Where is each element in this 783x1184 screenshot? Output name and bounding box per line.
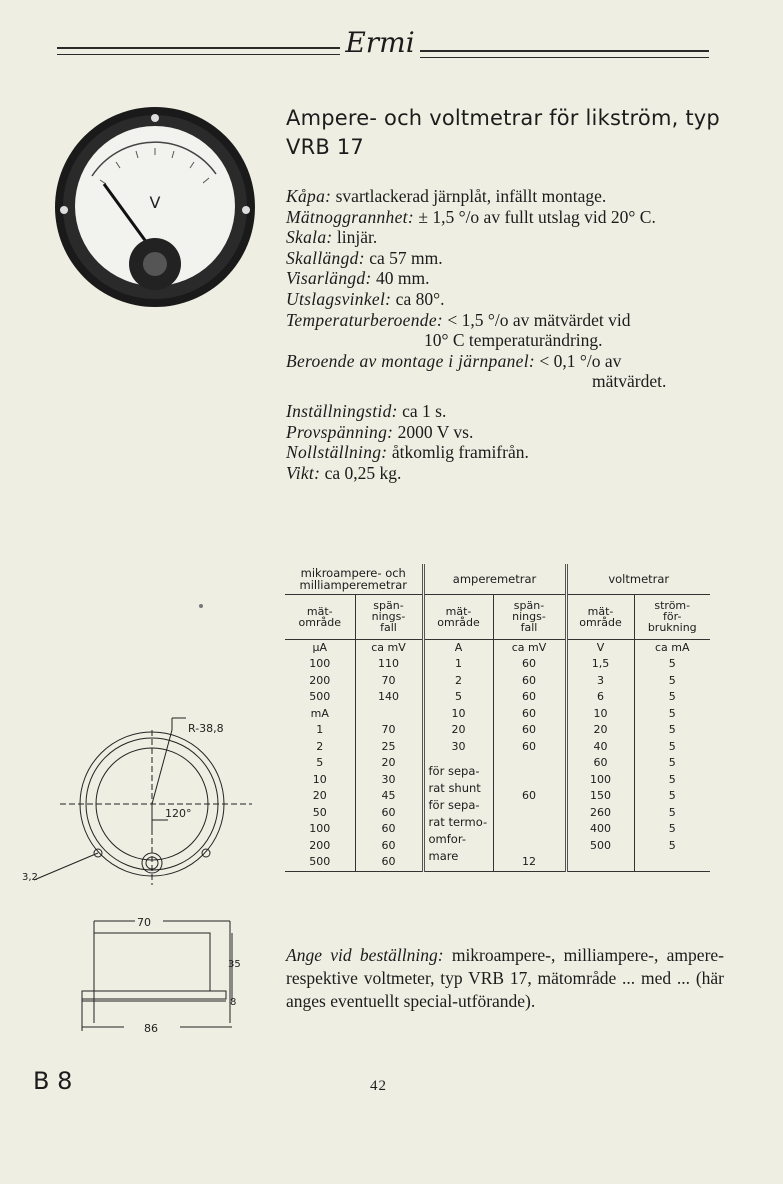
spec-row: Inställningstid: ca 1 s. bbox=[286, 400, 447, 421]
header-rule-left-2 bbox=[57, 54, 340, 55]
spec-row: Skala: linjär. bbox=[286, 227, 378, 248]
table-row: 1 70 20 60 20 5 bbox=[285, 722, 710, 739]
table-row: mA 10 60 10 5 bbox=[285, 706, 710, 723]
table-row: 500 60 12 bbox=[285, 854, 710, 871]
table-row: 5 20 för sepa- rat shunt för sepa- rat termo- omfor- mare 60 5 bbox=[285, 755, 710, 772]
unit-cell: ca mV bbox=[371, 640, 406, 654]
radius-label: R-38,8 bbox=[188, 722, 224, 735]
spec-row: Skallängd: ca 57 mm. bbox=[286, 247, 443, 268]
group-header-ampere: amperemetrar bbox=[423, 564, 566, 594]
spec-row: Kåpa: svartlackerad järnplåt, infällt montage. bbox=[286, 186, 607, 206]
print-dot bbox=[199, 604, 203, 608]
order-instructions bbox=[286, 944, 724, 1013]
group-header-micro: mikroampere- och milliamperemetrar bbox=[299, 565, 407, 592]
spec-list bbox=[286, 186, 726, 483]
spec-row: Beroende av montage i järnpanel: < 0,1 °/o av bbox=[286, 350, 622, 371]
unit-cell: A bbox=[423, 639, 493, 656]
table-row: 50 60 260 5 bbox=[285, 805, 710, 822]
dial-label: V bbox=[149, 193, 161, 212]
range-table bbox=[285, 564, 710, 872]
brand-logo: Ermi bbox=[345, 26, 415, 59]
meter-photo bbox=[52, 104, 258, 310]
spec-row-cont: mätvärdet. bbox=[592, 371, 667, 392]
order-text: mikroampere-, milliampere-, ampere- respektive voltmeter, typ VRB 17, mätområde ... med ... (här anges eventuellt special-utförande). bbox=[286, 945, 724, 1011]
sub-header: spän-nings-fall bbox=[355, 594, 423, 639]
order-label: Ange vid beställning: bbox=[286, 945, 444, 965]
sub-header: spän-nings-fall bbox=[493, 594, 566, 639]
angle-label: 120° bbox=[165, 807, 192, 820]
spec-row: Temperaturberoende: < 1,5 °/o av mätvärdet vid bbox=[286, 309, 631, 330]
table-row: 100 110 1 60 1,5 5 bbox=[285, 656, 710, 673]
table-row: 10 30 100 5 bbox=[285, 772, 710, 789]
spec-row: Vikt: ca 0,25 kg. bbox=[286, 462, 402, 483]
sub-header: mät-område bbox=[423, 594, 493, 639]
spec-row: Visarlängd: 40 mm. bbox=[286, 268, 430, 289]
front-view-drawing bbox=[20, 710, 260, 895]
page-number: 42 bbox=[370, 1078, 387, 1094]
unit-cell: V bbox=[566, 639, 634, 656]
width-bottom-label: 86 bbox=[144, 1022, 158, 1035]
unit-cell: µA bbox=[285, 639, 355, 656]
header-rule-left bbox=[57, 47, 340, 49]
table-row: 100 60 400 5 bbox=[285, 821, 710, 838]
height-label: 35 bbox=[228, 959, 241, 970]
page-code: B 8 bbox=[33, 1067, 73, 1095]
side-view-drawing bbox=[70, 905, 270, 1040]
header-rule-right-2 bbox=[420, 57, 709, 58]
spec-row: Utslagsvinkel: ca 80°. bbox=[286, 288, 445, 309]
spec-row: Provspänning: 2000 V vs. bbox=[286, 421, 474, 442]
sub-header: ström-för-brukning bbox=[634, 594, 710, 639]
sub-header: mät-område bbox=[285, 594, 355, 639]
title-line-1: Ampere- och voltmetrar för likström, typ bbox=[286, 106, 720, 130]
unit-cell: ca mV bbox=[511, 640, 547, 654]
table-row: 2 25 30 60 40 5 bbox=[285, 739, 710, 756]
flange-label: 8 bbox=[230, 997, 237, 1008]
width-top-label: 70 bbox=[137, 916, 151, 929]
title-line-2: VRB 17 bbox=[286, 135, 364, 159]
header-rule-right bbox=[420, 50, 709, 52]
group-header-volt: voltmetrar bbox=[566, 564, 710, 594]
hole-label: 3,2 bbox=[22, 872, 38, 883]
table-row: 200 70 2 60 3 5 bbox=[285, 673, 710, 690]
spec-row-cont: 10° C temperaturändring. bbox=[424, 330, 603, 351]
spec-row: Mätnoggrannhet: ± 1,5 °/o av fullt utslag vid 20° C. bbox=[286, 206, 656, 227]
sub-header: mät-område bbox=[566, 594, 634, 639]
shunt-note: för sepa- rat shunt för sepa- rat termo- omfor- mare bbox=[423, 755, 493, 871]
table-row: 20 45 60 150 5 bbox=[285, 788, 710, 805]
page-title bbox=[286, 104, 726, 162]
table-row: 200 60 500 5 bbox=[285, 838, 710, 855]
spec-row: Nollställning: åtkomlig framifrån. bbox=[286, 442, 529, 463]
unit-cell: ca mA bbox=[654, 640, 690, 654]
table-row: 500 140 5 60 6 5 bbox=[285, 689, 710, 706]
